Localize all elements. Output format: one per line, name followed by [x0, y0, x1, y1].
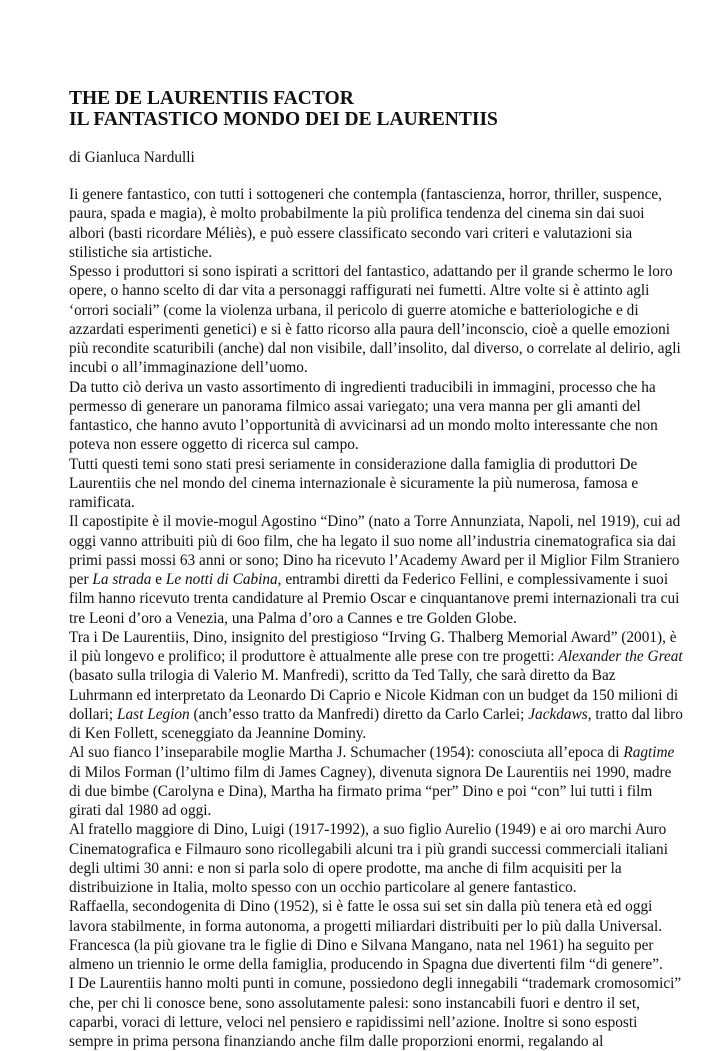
italic-title: Last Legion — [117, 705, 190, 723]
body-line: Il capostipite è il movie-mogul Agostino “Dino” (nato a Torre Annunziata, Napoli, nel 1919), cui ad — [69, 513, 681, 531]
body-line — [69, 570, 669, 589]
body-line: albori (basti ricordare Méliès), e può essere classificato secondo vari criteri e valutazioni sia — [69, 224, 633, 242]
body-text-segment: e — [151, 571, 166, 588]
body-text — [69, 185, 683, 1051]
body-text-segment: il più longevo e prolifico; il produttore è attualmente alle prese con tre progetti: — [69, 648, 559, 665]
body-line: Luhrmann ed interpretato da Leonardo Di Caprio e Nicole Kidman con un budget da 150 milioni di — [69, 686, 679, 704]
body-line: Laurentiis che nel mondo del cinema internazionale è sicuramente la più numerosa, famosa e — [69, 474, 639, 492]
body-line: film hanno ricevuto trenta candidature al Premio Oscar e cinquantanove premi internazionali tra cui — [69, 590, 680, 608]
body-line: degli ultimi 30 anni: e non si parla solo di opere prodotte, ma anche di film acquisiti per la — [69, 859, 622, 877]
body-line: paura, spada e magia), è molto probabilmente la più prolifica tendenza del cinema sin dai suoi — [69, 205, 645, 223]
body-line: ‘orrori sociali” (come la violenza urbana, il pericolo di guerre atomiche e batteriologiche e di — [69, 301, 639, 319]
body-text-segment: Al suo fianco l’inseparabile moglie Martha J. Schumacher (1954): conosciuta all’epoca di — [69, 744, 624, 762]
body-line: di Milos Forman (l’ultimo film di James Cagney), divenuta signora De Laurentiis nei 1990, madre — [69, 763, 672, 781]
body-line: Spesso i produttori si sono ispirati a scrittori del fantastico, adattando per il grande schermo le loro — [69, 263, 673, 280]
body-line: che, per chi li conosce bene, sono assolutamente palesi: sono instancabili fuori e dentro il set, — [69, 994, 640, 1012]
body-line: Ii genere fantastico, con tutti i sottogeneri che contempla (fantascienza, horror, thriller, suspence, — [69, 186, 662, 203]
body-line — [69, 743, 675, 762]
body-line: sempre in prima persona finanziando anche film dalle proporzioni enormi, regalando al — [69, 1033, 604, 1050]
body-line: distribuizione in Italia, molto spesso con un occhio particolare al genere fantastico. — [69, 879, 577, 896]
body-line: caparbi, voraci di letture, veloci nel pensiero e rapidissimi nell’azione. Inoltre si sono esposti — [69, 1013, 638, 1031]
italic-title: Alexander the Great — [558, 648, 683, 665]
body-line: incubi o all’immaginazione dell’uomo. — [69, 359, 308, 377]
title-line-1: THE DE LAURENTIIS FACTOR — [69, 88, 354, 109]
body-text-segment: per — [69, 571, 93, 588]
body-line: opere, o hanno scelto di dar vita a personaggi raffigurati nei fumetti. Altre volte si è attinto agli — [69, 282, 650, 300]
body-line: primi passi mossi 63 anni or sono; Dino ha ricevuto l’Academy Award per il Miglior Film Straniero — [69, 551, 680, 569]
body-line: Raffaella, secondogenita di Dino (1952), si è fatte le ossa sui set sin dalla più tenera età ed oggi — [69, 898, 653, 916]
body-line: Da tutto ciò deriva un vasto assortimento di ingredienti traducibili in immagini, processo che ha — [69, 378, 656, 396]
body-line: Francesca (la più giovane tra le figlie di Dino e Silvana Mangano, nata nel 1961) ha seguito per — [69, 936, 654, 954]
body-line: di Ken Follett, sceneggiato da Jeannine Dominy. — [69, 725, 367, 742]
body-line: Al fratello maggiore di Dino, Luigi (1917-1992), a suo figlio Aurelio (1949) e ai oro marchi Auro — [69, 821, 667, 839]
body-line: di due bimbe (Carolyna e Dina), Martha ha firmato prima “per” Dino e poi “con” lui tutti i film — [69, 782, 653, 800]
body-line: poteva non essere oggetto di ricerca sul campo. — [69, 436, 359, 454]
body-text-segment: , tratto dal libro — [587, 705, 683, 723]
body-line: almeno un triennio le orme della famiglia, producendo in Spagna due divertenti film “di genere”. — [69, 956, 663, 973]
body-line: oggi vanno attribuiti più di 6oo film, che ha legato il suo nome all’industria cinematografica sia dai — [69, 532, 677, 550]
body-line: fantastico, che hanno avuto l’opportunità di avvicinarsi ad un mondo molto interessante che non — [69, 417, 658, 434]
body-line: stilistiche sia artistiche. — [69, 243, 213, 261]
italic-title: Jackdaws — [528, 705, 588, 723]
body-line: (basato sulla trilogia di Valerio M. Manfredi), scritto da Ted Tally, che sarà diretto da Baz — [69, 667, 616, 685]
author-byline: di Gianluca Nardulli — [69, 149, 195, 166]
document-title — [69, 88, 669, 130]
body-line: I De Laurentiis hanno molti punti in comune, possiedono degli innegabili “trademark cromosomici” — [69, 975, 682, 993]
body-line: Tutti questi temi sono stati presi seriamente in considerazione dalla famiglia di produttori De — [69, 455, 638, 473]
body-line — [69, 647, 683, 666]
italic-title: Ragtime — [623, 744, 675, 762]
body-line: permesso di generare un panorama filmico assai variegato; una vera manna per gli amanti del — [69, 397, 641, 415]
body-text-segment: (anch’esso tratto da Manfredi) diretto da Carlo Carlei; — [189, 705, 529, 723]
body-line: Tra i De Laurentiis, Dino, insignito del prestigioso “Irving G. Thalberg Memorial Award” (2001), è — [69, 628, 677, 646]
body-line: ramificata. — [69, 494, 135, 511]
body-text-segment: , entrambi diretti da Federico Fellini, e complessivamente i suoi — [277, 571, 669, 588]
italic-title: Le notti di Cabina — [165, 571, 278, 588]
body-line: girati dal 1980 ad oggi. — [69, 802, 212, 819]
body-line: lavora stabilmente, in forma autonoma, a progetti miliardari distribuiti per lo più dalla Universal. — [69, 917, 663, 935]
body-line: azzardati esperimenti genetici) e si è fatto ricorso alla paura dell’inconscio, cioè a quelle emozioni — [69, 320, 670, 338]
body-line: Cinematografica e Filmauro sono ricollegabili alcuni tra i più grandi successi commerciali italiani — [69, 840, 668, 858]
body-text-segment: dollari; — [69, 705, 118, 723]
body-line: più recondite scaturibili (anche) dal non visibile, dall’insolito, dal diverso, o correlate al delirio, agli — [69, 340, 681, 357]
italic-title: La strada — [92, 571, 152, 588]
title-line-2: IL FANTASTICO MONDO DEI DE LAURENTIIS — [69, 109, 498, 130]
body-line — [69, 705, 683, 724]
body-line: tre Leoni d’oro a Venezia, una Palma d’oro a Cannes e tre Golden Globe. — [69, 609, 517, 627]
